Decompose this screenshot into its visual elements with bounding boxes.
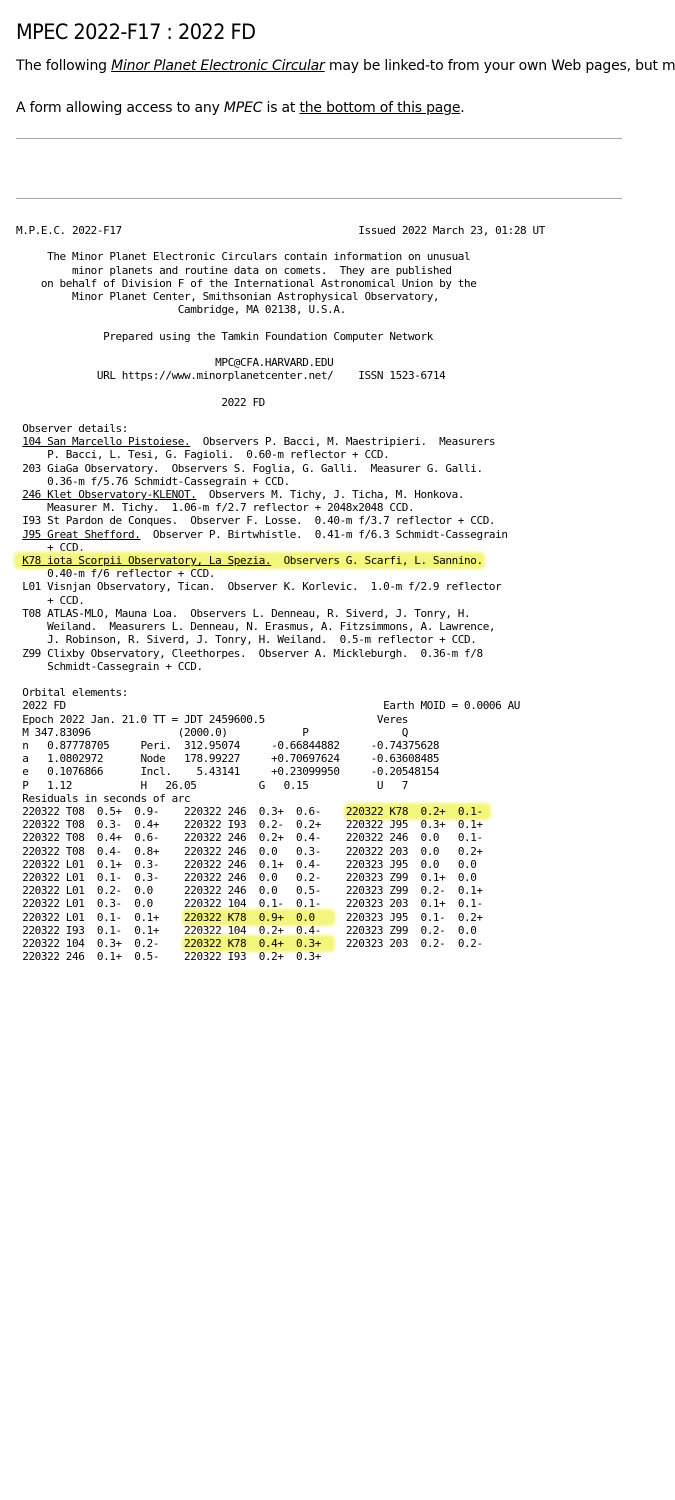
residuals-heading: Residuals in seconds of arc <box>16 791 191 805</box>
contact-email: MPC@CFA.HARVARD.EDU <box>16 356 334 370</box>
observer-entry-z99: Z99 Clixby Observatory, Cleethorpes. Observer A. Mickleburgh. 0.36-m f/8 <box>16 646 483 660</box>
observer-continuation: P. Bacci, L. Tesi, G. Fagioli. 0.60-m reflector + CCD. <box>16 448 390 462</box>
observer-entry-104: 104 San Marcello Pistoiese. Observers P. Bacci, M. Maestripieri. Measurers <box>22 435 496 449</box>
divider-bottom <box>16 198 622 199</box>
observer-entry-l01: L01 Visnjan Observatory, Tican. Observer K. Korlevic. 1.0-m f/2.9 reflector <box>16 580 502 594</box>
residual-cell: 220322 T08 0.5+ 0.9- <box>16 804 172 818</box>
form-note-paragraph <box>16 100 465 116</box>
page-title: MPEC 2022-F17 : 2022 FD <box>16 20 256 44</box>
preamble-line: Cambridge, MA 02138, U.S.A. <box>16 303 346 317</box>
residual-cell <box>333 805 489 818</box>
observer-continuation: 0.40-m f/6 reflector + CCD. <box>16 567 216 581</box>
residual-cell: 220322 T08 0.4- 0.8+ <box>16 844 172 858</box>
url-issn-line: URL https://www.minorplanetcenter.net/ ISSN 1523-6714 <box>16 369 446 383</box>
residual-cell: 220322 I93 0.2+ 0.3+ <box>171 950 334 964</box>
preamble-line: on behalf of Division F of the International Astronomical Union by the <box>16 276 477 290</box>
preamble-line: The Minor Planet Electronic Circulars contain information on unusual <box>16 250 471 264</box>
residual-cell: 220323 Z99 0.2- 0.1+ <box>333 884 489 898</box>
observer-continuation: 0.36-m f/5.76 Schmidt-Cassegrain + CCD. <box>16 474 290 488</box>
bottom-of-page-link[interactable]: the bottom of this page <box>299 100 461 116</box>
residual-cell: 220322 246 0.0 0.3- <box>171 844 334 858</box>
residual-cell: 220322 246 0.2+ 0.4- <box>171 831 334 845</box>
residual-cell: 220322 246 0.0 0.1- <box>333 831 489 845</box>
orbital-element-line: a 1.0802972 Node 178.99227 +0.70697624 -0.63608485 <box>16 752 440 766</box>
residual-cell: 220323 Z99 0.1+ 0.0 <box>333 870 489 884</box>
residual-row <box>16 805 489 818</box>
divider-top <box>16 138 622 139</box>
observers-heading: Observer details: <box>16 422 129 436</box>
highlight-mark: 220322 K78 0.2+ 0.1- <box>345 804 489 818</box>
residual-cell: 220323 J95 0.1- 0.2+ <box>333 910 489 924</box>
residual-cell: 220322 T08 0.3- 0.4+ <box>16 818 172 832</box>
observatory-link[interactable]: J95 Great Shefford. <box>22 527 141 541</box>
residual-cell: 220323 203 0.2- 0.2- <box>333 936 489 950</box>
residual-row <box>16 884 489 897</box>
residual-cell: 220322 I93 0.1- 0.1+ <box>16 923 172 937</box>
prepared-line: Prepared using the Tamkin Foundation Computer Network <box>16 329 433 343</box>
mpec-info-link[interactable]: Minor Planet Electronic Circular <box>111 58 325 74</box>
residual-row <box>16 911 489 924</box>
intro-prefix: The following <box>16 58 112 74</box>
object-designation: 2022 FD <box>16 395 265 409</box>
residual-cell: 220322 104 0.1- 0.1- <box>171 897 334 911</box>
issued-date: Issued 2022 March 23, 01:28 UT <box>358 224 545 237</box>
orbital-element-line: Epoch 2022 Jan. 21.0 TT = JDT 2459600.5 Veres <box>16 712 409 726</box>
residual-row <box>16 818 489 831</box>
observer-entry-203: 203 GiaGa Observatory. Observers S. Foglia, G. Galli. Measurer G. Galli. <box>16 461 483 475</box>
orbital-element-line: n 0.87778705 Peri. 312.95074 -0.66844882 -0.74375628 <box>16 738 440 752</box>
highlight-mark: 220322 K78 0.9+ 0.0 <box>184 910 334 924</box>
observer-entry-t08: T08 ATLAS-MLO, Mauna Loa. Observers L. Denneau, R. Siverd, J. Tonry, H. <box>16 606 471 620</box>
preamble-line: minor planets and routine data on comets. They are published <box>16 263 452 277</box>
observer-continuation: Schmidt-Cassegrain + CCD. <box>16 659 203 673</box>
intro-suffix: may be linked-to from your own Web pages, but m <box>324 58 675 74</box>
observer-continuation: + CCD. <box>16 593 85 607</box>
residual-cell: 220322 203 0.0 0.2+ <box>333 844 489 858</box>
residual-cell: 220322 L01 0.1- 0.3- <box>16 870 172 884</box>
observer-continuation: Weiland. Measurers L. Denneau, N. Erasmus, A. Fitzsimmons, A. Lawrence, <box>16 620 496 634</box>
residual-row <box>16 924 489 937</box>
orbital-heading: Orbital elements: <box>16 686 129 700</box>
residual-cell: 220323 J95 0.0 0.0 <box>333 857 489 871</box>
residual-cell: 220322 246 0.1+ 0.4- <box>171 857 334 871</box>
residual-cell: 220322 104 0.2+ 0.4- <box>171 923 334 937</box>
residual-cell: 220322 104 0.3+ 0.2- <box>16 936 172 950</box>
circular-text <box>16 224 545 963</box>
residual-cell: 220322 I93 0.2- 0.2+ <box>171 818 334 832</box>
orbital-element-line: 2022 FD Earth MOID = 0.0006 AU <box>16 699 521 713</box>
residual-cell: 220322 T08 0.4+ 0.6- <box>16 831 172 845</box>
observatory-link[interactable]: K78 iota Scorpii Observatory, La Spezia. <box>22 554 272 568</box>
observer-continuation: + CCD. <box>16 540 85 554</box>
residual-cell: 220322 J95 0.3+ 0.1+ <box>333 818 489 832</box>
circular-header <box>16 224 545 237</box>
residual-cell: 220322 246 0.1+ 0.5- <box>16 950 172 964</box>
residual-cell: 220322 L01 0.3- 0.0 <box>16 897 172 911</box>
preamble-line: Minor Planet Center, Smithsonian Astrophysical Observatory, <box>16 290 440 304</box>
highlight-mark: K78 iota Scorpii Observatory, La Spezia. Observers G. Scarfi, L. Sannino. <box>16 554 483 567</box>
residual-row <box>16 845 489 858</box>
mpec-term: MPEC <box>223 100 263 116</box>
residual-cell: 220322 246 0.3+ 0.6- <box>171 804 334 818</box>
residual-cell: 220322 246 0.0 0.2- <box>171 870 334 884</box>
observer-entry-k78 <box>16 554 483 567</box>
orbital-element-line: M 347.83096 (2000.0) P Q <box>16 725 409 739</box>
residual-cell: 220322 L01 0.1+ 0.3- <box>16 857 172 871</box>
residual-cell: 220322 246 0.0 0.5- <box>171 884 334 898</box>
orbital-element-line: P 1.12 H 26.05 G 0.15 U 7 <box>16 778 409 792</box>
residual-row <box>16 871 489 884</box>
observatory-link[interactable]: 246 Klet Observatory-KLENOT. <box>22 488 197 502</box>
residual-cell: 220323 Z99 0.2- 0.0 <box>333 923 489 937</box>
intro-paragraph <box>16 58 675 74</box>
residual-cell <box>172 937 334 950</box>
highlight-mark: 220322 K78 0.4+ 0.3+ <box>184 936 334 950</box>
circular-id: M.P.E.C. 2022-F17 <box>16 224 122 237</box>
residual-row <box>16 897 489 910</box>
residual-row <box>16 858 489 871</box>
residual-cell: 220323 203 0.1+ 0.1- <box>333 897 489 911</box>
observer-entry-j95: J95 Great Shefford. Observer P. Birtwhistle. 0.41-m f/6.3 Schmidt-Cassegrain <box>22 527 508 541</box>
residual-cell: 220322 L01 0.2- 0.0 <box>16 884 172 898</box>
observer-continuation: Measurer M. Tichy. 1.06-m f/2.7 reflector + 2048x2048 CCD. <box>16 501 415 515</box>
observer-continuation: J. Robinson, R. Siverd, J. Tonry, H. Weiland. 0.5-m reflector + CCD. <box>16 633 477 647</box>
residual-cell: 220322 L01 0.1- 0.1+ <box>16 910 172 924</box>
form-note-suffix: . <box>460 100 465 116</box>
residual-row <box>16 831 489 844</box>
residual-cell <box>172 911 334 924</box>
form-note-prefix: A form allowing access to any <box>16 100 224 116</box>
observatory-link[interactable]: 104 San Marcello Pistoiese. <box>22 435 191 449</box>
form-note-middle: is at <box>262 100 300 116</box>
residual-row <box>16 950 333 963</box>
observer-entry-246: 246 Klet Observatory-KLENOT. Observers M. Tichy, J. Ticha, M. Honkova. <box>22 488 465 502</box>
orbital-element-line: e 0.1076866 Incl. 5.43141 +0.23099950 -0.20548154 <box>16 765 440 779</box>
residual-row <box>16 937 489 950</box>
observer-entry-i93: I93 St Pardon de Conques. Observer F. Losse. 0.40-m f/3.7 reflector + CCD. <box>16 514 496 528</box>
